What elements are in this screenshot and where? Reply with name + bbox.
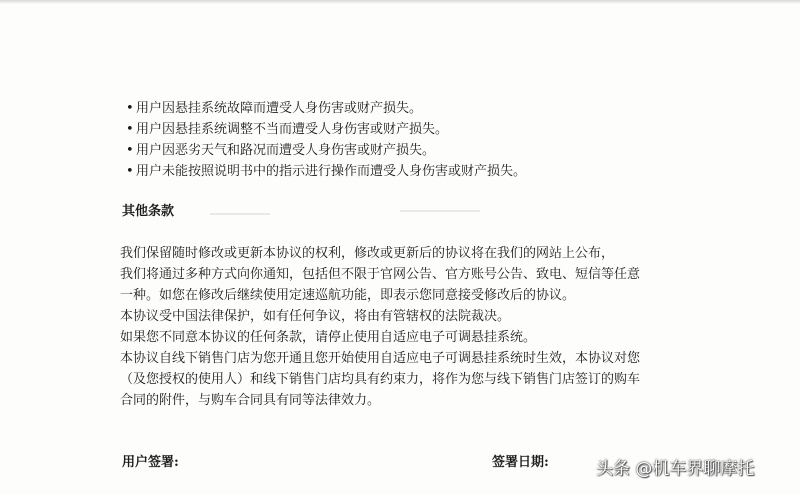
list-item-text: 用户因悬挂系统调整不当而遭受人身伤害或财产损失。 bbox=[136, 122, 449, 137]
paragraph-line: 本协议自线下销售门店为您开通且您开始使用自适应电子可调悬挂系统时生效，本协议对您 bbox=[120, 351, 641, 366]
paragraph-line: 如果您不同意本协议的任何条款，请停止使用自适应电子可调悬挂系统。 bbox=[120, 330, 537, 345]
bullet-glyph: • bbox=[126, 101, 134, 116]
list-item bbox=[126, 98, 726, 119]
list-item bbox=[126, 119, 726, 140]
disclaimer-list bbox=[126, 98, 726, 182]
user-signature-label: 用户签署: bbox=[122, 455, 179, 470]
list-item-text: 用户未能按照说明书中的指示进行操作而遭受人身伤害或财产损失。 bbox=[136, 164, 527, 179]
paragraph-line: 我们保留随时修改或更新本协议的权利，修改或更新后的协议将在我们的网站上公布， bbox=[120, 246, 615, 261]
scan-artifact bbox=[210, 213, 270, 215]
terms-paragraph bbox=[120, 243, 700, 411]
bullet-glyph: • bbox=[126, 164, 134, 179]
bullet-glyph: • bbox=[126, 122, 134, 137]
watermark: 头条 @机车界聊摩托 bbox=[596, 459, 755, 479]
signature-date-label: 签署日期: bbox=[492, 455, 549, 470]
paragraph-line: 本协议受中国法律保护，如有任何争议，将由有管辖权的法院裁决。 bbox=[120, 309, 511, 324]
paragraph-line: 我们将通过多种方式向你通知，包括但不限于官网公告、官方账号公告、致电、短信等任意 bbox=[120, 267, 641, 282]
paragraph-line: 一种。如您在修改后继续使用定速巡航功能，即表示您同意接受修改后的协议。 bbox=[120, 288, 576, 303]
paragraph-line: （及您授权的使用人）和线下销售门店均具有约束力，将作为您与线下销售门店签订的购车 bbox=[120, 372, 641, 387]
section-heading: 其他条款 bbox=[122, 204, 175, 219]
bullet-glyph: • bbox=[126, 143, 134, 158]
list-item-text: 用户因悬挂系统故障而遭受人身伤害或财产损失。 bbox=[136, 101, 423, 116]
list-item bbox=[126, 161, 726, 182]
list-item bbox=[126, 140, 726, 161]
scan-artifact bbox=[400, 210, 480, 212]
list-item-text: 用户因恶劣天气和路况而遭受人身伤害或财产损失。 bbox=[136, 143, 436, 158]
scan-edge bbox=[0, 0, 800, 4]
paragraph-line: 合同的附件，与购车合同具有同等法律效力。 bbox=[120, 393, 381, 408]
